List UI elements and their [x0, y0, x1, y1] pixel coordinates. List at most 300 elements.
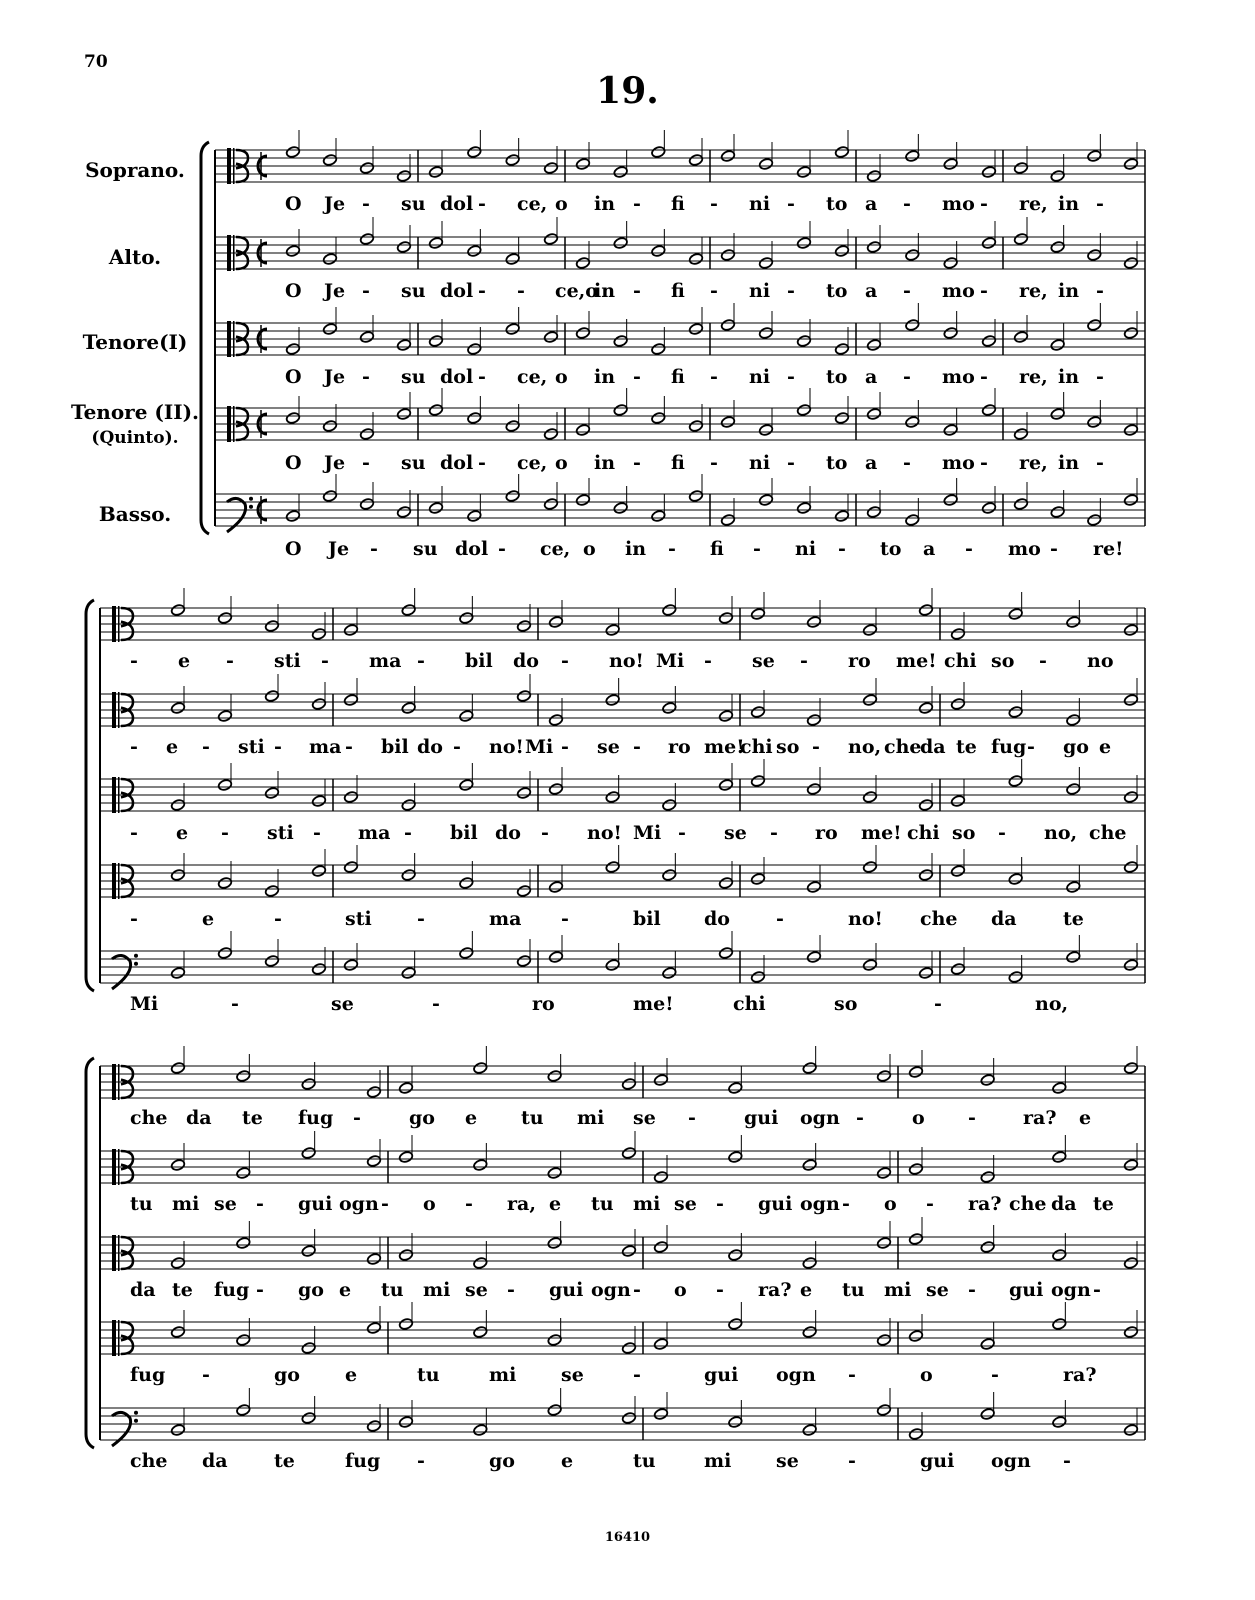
note-head — [217, 612, 232, 625]
note-head — [980, 1074, 995, 1087]
lyric-syllable: te — [956, 736, 977, 758]
note-head — [806, 951, 821, 964]
note-head — [322, 253, 337, 266]
lyric-syllable: tu — [417, 1364, 440, 1386]
lyric-syllable: to — [826, 280, 848, 302]
lyric-syllable: o — [912, 1107, 925, 1129]
lyric-syllable: - — [965, 538, 973, 560]
lyric-syllable: e — [178, 650, 191, 672]
lyric-syllable: - — [980, 452, 988, 474]
lyric-syllable: ra, — [507, 1193, 536, 1215]
lyric-syllable: - — [787, 452, 795, 474]
lyric-syllable: go — [298, 1279, 324, 1301]
note-head — [459, 877, 474, 890]
lyric-syllable: ro — [848, 650, 871, 672]
note-head — [1013, 498, 1028, 511]
note-head — [653, 1338, 668, 1351]
note-head — [170, 799, 185, 812]
note-head — [1052, 1249, 1067, 1262]
lyric-syllable: - — [370, 538, 378, 560]
note-head — [728, 1082, 743, 1095]
lyric-syllable: no! — [489, 736, 524, 758]
note-head — [170, 1326, 185, 1339]
lyric-syllable: Mi — [130, 993, 159, 1015]
lyric-syllable: gui — [549, 1279, 584, 1301]
note-head — [605, 624, 620, 637]
lyric-syllable: fug — [214, 1279, 250, 1301]
lyric-syllable: sti — [267, 822, 294, 844]
note-head — [981, 166, 996, 179]
lyric-syllable: me! — [633, 993, 674, 1015]
note-head — [547, 1334, 562, 1347]
note-head — [236, 1070, 251, 1083]
lyric-syllable: te — [274, 1450, 295, 1472]
note-head — [467, 510, 482, 523]
note-head — [1013, 162, 1028, 175]
lyric-syllable: mo — [942, 280, 975, 302]
note-head — [1123, 158, 1138, 171]
lyric-syllable: e — [561, 1450, 574, 1472]
note-head — [866, 408, 881, 421]
lyric-syllable: - — [1050, 538, 1058, 560]
lyric-syllable: no — [1087, 650, 1114, 672]
note-head — [428, 166, 443, 179]
note-head — [796, 237, 811, 250]
note-head — [1123, 694, 1138, 707]
lyric-syllable: Mi — [656, 650, 685, 672]
note-head — [170, 702, 185, 715]
note-head — [758, 424, 773, 437]
lyric-syllable: mi — [704, 1450, 732, 1472]
note-head — [467, 343, 482, 356]
lyric-syllable: che — [130, 1107, 168, 1129]
lyric-syllable: a — [923, 538, 936, 560]
lyric-syllable: - — [362, 193, 370, 215]
note-head — [428, 404, 443, 417]
note-head — [398, 1416, 413, 1429]
lyric-syllable: - — [848, 1450, 856, 1472]
note-head — [396, 408, 411, 421]
note-head — [473, 1424, 488, 1437]
note-head — [575, 327, 590, 340]
note-head — [750, 873, 765, 886]
piece-number: 19. — [596, 70, 659, 112]
note-head — [613, 502, 628, 515]
note-head — [301, 1412, 316, 1425]
note-head — [236, 1334, 251, 1347]
note-head — [943, 494, 958, 507]
note-head — [1013, 233, 1028, 246]
lyric-syllable: che — [1009, 1193, 1047, 1215]
lyric-syllable: - — [561, 908, 569, 930]
note-head — [516, 690, 531, 703]
lyric-syllable: me! — [896, 650, 937, 672]
lyric-syllable: re, — [1019, 193, 1048, 215]
c-clef-icon — [118, 692, 120, 728]
note-head — [1087, 319, 1102, 332]
note-head — [653, 1408, 668, 1421]
lyric-syllable: - — [453, 736, 461, 758]
note-head — [1123, 1159, 1138, 1172]
lyric-syllable: ra? — [758, 1279, 792, 1301]
lyric-syllable: gui — [1009, 1279, 1044, 1301]
lyric-syllable: se — [465, 1279, 488, 1301]
note-head — [613, 166, 628, 179]
note-head — [1052, 1082, 1067, 1095]
lyric-syllable: gui — [704, 1364, 739, 1386]
note-head — [343, 694, 358, 707]
lyric-syllable: - — [633, 193, 641, 215]
lyric-syllable: - — [842, 1193, 850, 1215]
note-head — [285, 343, 300, 356]
note-head — [905, 319, 920, 332]
lyric-syllable: tu — [842, 1279, 865, 1301]
lyric-syllable: gui — [744, 1107, 779, 1129]
lyric-syllable: tu — [130, 1193, 153, 1215]
lyric-syllable: a — [865, 452, 878, 474]
lyric-syllable: mo — [942, 452, 975, 474]
note-head — [1123, 791, 1138, 804]
note-head — [311, 865, 326, 878]
note-head — [516, 885, 531, 898]
note-head — [981, 237, 996, 250]
lyric-syllable: - — [800, 650, 808, 672]
lyric-syllable: re, — [1019, 452, 1048, 474]
note-head — [473, 1326, 488, 1339]
lyric-syllable: - — [1096, 366, 1104, 388]
lyric-syllable: che — [130, 1450, 168, 1472]
note-head — [170, 869, 185, 882]
lyric-syllable: so — [991, 650, 1015, 672]
lyric-syllable: in — [594, 280, 616, 302]
note-head — [796, 502, 811, 515]
note-head — [662, 702, 677, 715]
note-head — [401, 869, 416, 882]
note-head — [459, 779, 474, 792]
lyric-syllable: - — [903, 452, 911, 474]
lyric-syllable: ce, — [540, 538, 571, 560]
lyric-syllable: ni — [749, 366, 771, 388]
note-head — [662, 967, 677, 980]
note-head — [401, 967, 416, 980]
note-head — [981, 502, 996, 515]
note-head — [688, 154, 703, 167]
lyric-syllable: mi — [577, 1107, 605, 1129]
bass-clef-dot — [134, 962, 138, 966]
lyric-syllable: se — [752, 650, 775, 672]
note-head — [505, 154, 520, 167]
note-head — [505, 323, 520, 336]
note-head — [217, 779, 232, 792]
note-head — [613, 404, 628, 417]
note-head — [359, 428, 374, 441]
lyric-syllable: - — [968, 1107, 976, 1129]
note-head — [548, 783, 563, 796]
note-head — [806, 783, 821, 796]
lyric-syllable: - — [716, 1193, 724, 1215]
note-head — [575, 158, 590, 171]
lyric-syllable: - — [770, 822, 778, 844]
bass-clef-dot — [134, 1419, 138, 1423]
note-head — [876, 1404, 891, 1417]
lyric-syllable: tu — [521, 1107, 544, 1129]
lyric-syllable: fug — [130, 1364, 166, 1386]
note-head — [170, 604, 185, 617]
lyric-syllable: go — [489, 1450, 515, 1472]
note-head — [459, 612, 474, 625]
lyric-syllable: ma — [309, 736, 342, 758]
note-head — [428, 502, 443, 515]
lyric-syllable: - — [633, 736, 641, 758]
lyric-syllable: bil — [450, 822, 478, 844]
note-head — [728, 1151, 743, 1164]
note-head — [1052, 1318, 1067, 1331]
lyric-syllable: chi — [907, 822, 940, 844]
lyric-syllable: fi — [710, 538, 724, 560]
lyric-syllable: in — [594, 366, 616, 388]
lyric-syllable: ro — [532, 993, 555, 1015]
voice-label-tenore-1: Tenore(I) — [82, 330, 188, 354]
lyric-syllable: se — [633, 1107, 656, 1129]
note-head — [366, 1155, 381, 1168]
note-head — [605, 791, 620, 804]
lyric-syllable: da — [1051, 1193, 1077, 1215]
lyric-syllable: o — [555, 452, 568, 474]
lyric-syllable: - — [678, 822, 686, 844]
c-clef-icon — [118, 863, 120, 899]
lyric-syllable: no! — [609, 650, 644, 672]
note-head — [651, 412, 666, 425]
note-head — [398, 1249, 413, 1262]
note-head — [750, 775, 765, 788]
lyric-syllable: ogn — [591, 1279, 631, 1301]
lyric-syllable: ogn — [339, 1193, 379, 1215]
lyric-syllable: bil — [465, 650, 493, 672]
note-head — [343, 624, 358, 637]
lyric-syllable: - — [541, 822, 549, 844]
lyric-syllable: - — [202, 1364, 210, 1386]
lyric-syllable: e — [166, 736, 179, 758]
lyric-syllable: O — [285, 366, 302, 388]
note-head — [359, 233, 374, 246]
note-head — [758, 158, 773, 171]
lyric-syllable: - — [787, 366, 795, 388]
note-head — [548, 714, 563, 727]
voice-label-soprano: Soprano. — [85, 158, 185, 182]
lyric-syllable: - — [776, 908, 784, 930]
note-head — [505, 253, 520, 266]
note-head — [1123, 861, 1138, 874]
voice-label-tenore-2: Tenore (II). — [70, 400, 200, 424]
note-head — [1123, 1326, 1138, 1339]
lyric-syllable: gui — [920, 1450, 955, 1472]
lyric-syllable: o — [555, 366, 568, 388]
note-head — [398, 1151, 413, 1164]
note-head — [758, 327, 773, 340]
note-head — [653, 1241, 668, 1254]
lyric-syllable: che — [1089, 822, 1127, 844]
note-head — [718, 877, 733, 890]
lyric-syllable: gui — [298, 1193, 333, 1215]
lyric-syllable: - — [1096, 280, 1104, 302]
note-head — [908, 1233, 923, 1246]
note-head — [543, 331, 558, 344]
note-head — [802, 1326, 817, 1339]
lyric-syllable: o — [555, 193, 568, 215]
note-head — [862, 791, 877, 804]
lyric-syllable: so — [834, 993, 858, 1015]
lyric-syllable: - — [417, 908, 425, 930]
lyric-syllable: ma — [358, 822, 391, 844]
lyric-syllable: do — [513, 650, 539, 672]
lyric-syllable: - — [710, 366, 718, 388]
note-head — [1066, 783, 1081, 796]
c-clef-icon — [112, 863, 116, 899]
note-head — [396, 170, 411, 183]
note-head — [1087, 514, 1102, 527]
lyric-syllable: - — [362, 280, 370, 302]
note-head — [322, 420, 337, 433]
lyric-syllable: - — [1096, 193, 1104, 215]
lyric-syllable: da — [991, 908, 1017, 930]
lyric-syllable: - — [432, 993, 440, 1015]
lyric-syllable: me! — [704, 736, 745, 758]
note-head — [1123, 257, 1138, 270]
note-head — [866, 506, 881, 519]
lyric-syllable: - — [498, 538, 506, 560]
lyric-syllable: - — [130, 650, 138, 672]
lyric-syllable: go — [409, 1107, 435, 1129]
lyric-syllable: Mi — [633, 822, 662, 844]
lyric-syllable: te — [172, 1279, 193, 1301]
note-head — [905, 150, 920, 163]
lyric-syllable: da — [186, 1107, 212, 1129]
lyric-syllable: - — [980, 193, 988, 215]
c-clef-icon — [118, 1320, 120, 1356]
note-head — [651, 510, 666, 523]
c-clef-icon — [112, 606, 116, 642]
note-head — [980, 1171, 995, 1184]
note-head — [459, 947, 474, 960]
note-head — [1013, 331, 1028, 344]
lyric-syllable: ogn — [991, 1450, 1031, 1472]
lyric-syllable: in — [1058, 280, 1080, 302]
note-head — [720, 416, 735, 429]
lyric-syllable: su — [401, 280, 426, 302]
lyric-syllable: ro — [815, 822, 838, 844]
note-head — [866, 170, 881, 183]
note-head — [548, 951, 563, 964]
lyric-syllable: to — [826, 452, 848, 474]
note-head — [170, 1257, 185, 1270]
note-head — [621, 1147, 636, 1160]
note-head — [613, 237, 628, 250]
note-head — [862, 624, 877, 637]
note-head — [1008, 971, 1023, 984]
note-head — [264, 690, 279, 703]
note-head — [473, 1257, 488, 1270]
lyric-syllable: re, — [1019, 280, 1048, 302]
lyric-syllable: - — [561, 736, 569, 758]
note-head — [806, 714, 821, 727]
note-head — [322, 490, 337, 503]
note-head — [605, 959, 620, 972]
lyric-syllable: O — [285, 452, 302, 474]
c-clef-icon — [118, 606, 120, 642]
note-head — [862, 861, 877, 874]
note-head — [311, 628, 326, 641]
note-head — [662, 604, 677, 617]
note-head — [728, 1416, 743, 1429]
lyric-syllable: ce, — [517, 452, 548, 474]
note-head — [950, 628, 965, 641]
lyric-syllable: se — [331, 993, 354, 1015]
lyric-syllable: o — [674, 1279, 687, 1301]
note-head — [343, 959, 358, 972]
note-head — [264, 955, 279, 968]
note-head — [688, 490, 703, 503]
lyric-syllable: dol — [440, 452, 474, 474]
lyric-syllable: - — [274, 736, 282, 758]
lyric-syllable: - — [787, 280, 795, 302]
note-head — [908, 1066, 923, 1079]
voice-label-basso: Basso. — [98, 502, 172, 526]
note-head — [311, 963, 326, 976]
system-bracket — [86, 600, 94, 991]
lyric-syllable: - — [934, 993, 942, 1015]
note-head — [866, 241, 881, 254]
c-clef-icon — [227, 235, 231, 271]
note-head — [720, 319, 735, 332]
note-head — [1066, 714, 1081, 727]
lyric-syllable: in — [594, 452, 616, 474]
lyric-syllable: se — [214, 1193, 237, 1215]
c-clef-icon — [233, 148, 235, 184]
lyric-syllable: e — [176, 822, 189, 844]
note-head — [834, 245, 849, 258]
lyric-syllable: mo — [1008, 538, 1041, 560]
note-head — [750, 971, 765, 984]
note-head — [806, 881, 821, 894]
lyric-syllable: su — [413, 538, 438, 560]
lyric-syllable: sti — [274, 650, 301, 672]
lyric-syllable: ogn — [776, 1364, 816, 1386]
lyric-syllable: - — [710, 280, 718, 302]
lyric-syllable: - — [362, 366, 370, 388]
note-head — [662, 799, 677, 812]
lyric-syllable: dol — [440, 366, 474, 388]
lyric-syllable: do — [704, 908, 730, 930]
lyric-syllable: - — [465, 1193, 473, 1215]
note-head — [398, 1082, 413, 1095]
c-clef-icon — [112, 1149, 116, 1185]
note-head — [170, 1424, 185, 1437]
note-head — [467, 412, 482, 425]
lyric-syllable: da — [920, 736, 946, 758]
note-head — [505, 420, 520, 433]
lyric-syllable: no! — [587, 822, 622, 844]
lyric-syllable: - — [478, 193, 486, 215]
lyric-syllable: - — [221, 822, 229, 844]
lyric-syllable: che — [920, 908, 958, 930]
lyric-syllable: re, — [1019, 366, 1048, 388]
note-head — [285, 245, 300, 258]
note-head — [575, 424, 590, 437]
note-head — [943, 424, 958, 437]
lyric-syllable: ma — [489, 908, 522, 930]
note-head — [543, 498, 558, 511]
lyric-syllable: sti — [345, 908, 372, 930]
